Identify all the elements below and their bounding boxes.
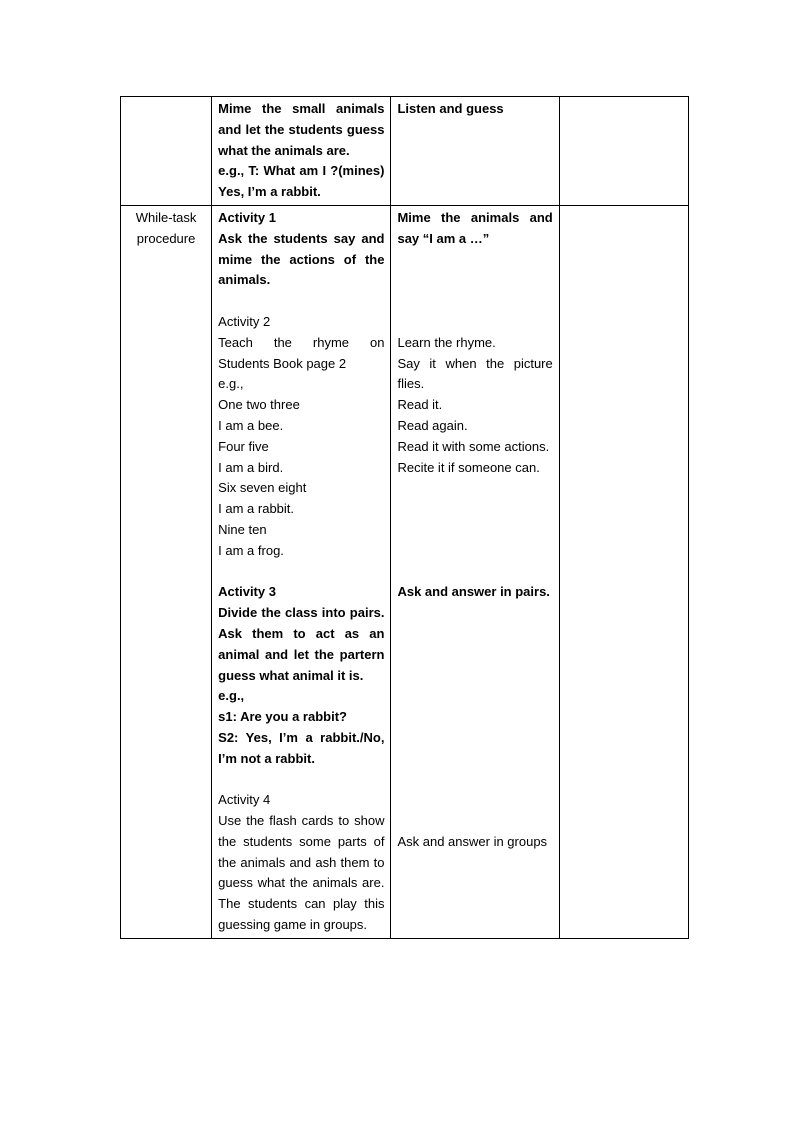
activity-1-text: Ask the students say and mime the actions of the animals. (218, 230, 385, 288)
table-row (121, 97, 689, 206)
teacher-activity-cell (212, 97, 391, 206)
student-activity-2-line: Learn the rhyme. (397, 334, 496, 350)
activity-2-title: Activity 2 (218, 313, 271, 329)
activity-3-title: Activity 3 (218, 584, 276, 600)
rhyme-line: I am a frog. (218, 542, 284, 558)
dialogue-s2: S2: Yes, I’m a rabbit./No, I’m not a rabbit. (218, 729, 385, 766)
activity-2-text: Teach the rhyme on Students Book page 2 (218, 334, 385, 371)
stage-cell (121, 97, 212, 206)
stage-cell (121, 205, 212, 938)
student-activity-4: Ask and answer in groups (397, 833, 548, 849)
student-activity-2-line: Recite it if someone can. (397, 459, 540, 475)
student-activity-2-line: Read it with some actions. (397, 438, 550, 454)
activity-4-text: Use the flash cards to show the students some parts of the animals and ash them to guess what the animals are. The students can play this guessing game in groups. (218, 813, 385, 933)
activity-1-title: Activity 1 (218, 209, 276, 225)
student-activity-3: Ask and answer in pairs. (397, 584, 550, 600)
activity-4-title: Activity 4 (218, 792, 271, 808)
notes-cell (559, 205, 688, 938)
notes-cell (559, 97, 688, 206)
rhyme-line: I am a rabbit. (218, 501, 295, 517)
rhyme-line: Four five (218, 438, 269, 454)
dialogue-s1: s1: Are you a rabbit? (218, 709, 347, 725)
student-activity-cell (391, 205, 559, 938)
stage-label: While-task procedure (135, 209, 197, 246)
rhyme-line: Six seven eight (218, 480, 307, 496)
student-response: Listen and guess (397, 101, 504, 116)
teacher-instruction: Mime the small animals and let the students guess what the animals are. (218, 101, 385, 158)
student-activity-2-line: Read it. (397, 397, 443, 413)
rhyme-line: One two three (218, 397, 300, 413)
rhyme-line: I am a bird. (218, 459, 284, 475)
rhyme-line: Nine ten (218, 521, 267, 537)
teacher-example: e.g., T: What am I ?(mines) Yes, I’m a rabbit. (218, 163, 385, 200)
activity-3-text: Divide the class into pairs. Ask them to act as an animal and let the partern guess what animal it is. (218, 605, 385, 683)
student-activity-1: Mime the animals and say “I am a …” (397, 209, 553, 246)
table-row (121, 205, 689, 938)
rhyme-line: I am a bee. (218, 417, 284, 433)
student-activity-cell (391, 97, 559, 206)
student-activity-2-line: Say it when the picture flies. (397, 355, 553, 392)
teacher-activity-cell (212, 205, 391, 938)
activity-2-eg: e.g., (218, 376, 244, 392)
lesson-plan-table (120, 96, 689, 939)
activity-3-eg: e.g., (218, 688, 245, 704)
student-activity-2-line: Read again. (397, 417, 468, 433)
